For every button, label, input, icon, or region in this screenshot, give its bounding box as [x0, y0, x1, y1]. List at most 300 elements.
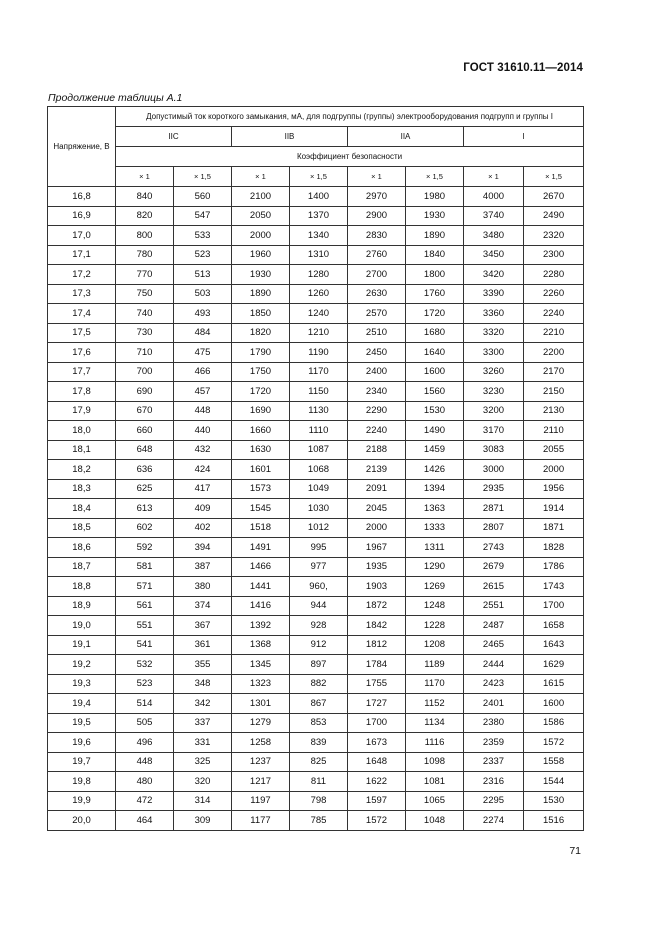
voltage-cell: 19,6 — [48, 733, 116, 753]
table-row — [48, 713, 584, 733]
current-cell: 1960 — [232, 245, 290, 265]
current-cell: 374 — [174, 596, 232, 616]
current-cell: 648 — [116, 440, 174, 460]
current-cell: 2295 — [464, 791, 524, 811]
table-row — [48, 245, 584, 265]
current-cell: 1491 — [232, 538, 290, 558]
voltage-cell: 18,9 — [48, 596, 116, 616]
current-cell: 2401 — [464, 694, 524, 714]
current-cell: 2290 — [348, 401, 406, 421]
current-cell: 4000 — [464, 187, 524, 207]
current-cell: 561 — [116, 596, 174, 616]
safety-factor-header: Коэффициент безопасности — [116, 147, 584, 167]
current-cell: 1930 — [232, 265, 290, 285]
table-row — [48, 323, 584, 343]
current-cell: 1130 — [290, 401, 348, 421]
current-cell: 785 — [290, 811, 348, 831]
voltage-cell: 18,3 — [48, 479, 116, 499]
table-row — [48, 460, 584, 480]
table-row — [48, 694, 584, 714]
current-cell: 325 — [174, 752, 232, 772]
current-cell: 1720 — [232, 382, 290, 402]
current-cell: 1600 — [406, 362, 464, 382]
current-cell: 1903 — [348, 577, 406, 597]
voltage-cell: 20,0 — [48, 811, 116, 831]
current-cell: 1842 — [348, 616, 406, 636]
current-cell: 1012 — [290, 518, 348, 538]
current-cell: 361 — [174, 635, 232, 655]
current-cell: 1368 — [232, 635, 290, 655]
voltage-cell: 18,5 — [48, 518, 116, 538]
current-cell: 660 — [116, 421, 174, 441]
current-cell: 700 — [116, 362, 174, 382]
group-header-iib: IIB — [232, 127, 348, 147]
current-cell: 1116 — [406, 733, 464, 753]
table-row — [48, 187, 584, 207]
table-row — [48, 421, 584, 441]
current-cell: 513 — [174, 265, 232, 285]
current-cell: 1269 — [406, 577, 464, 597]
table-row — [48, 362, 584, 382]
current-cell: 532 — [116, 655, 174, 675]
current-cell: 730 — [116, 323, 174, 343]
factor-cell: × 1 — [116, 167, 174, 187]
table-body — [48, 187, 584, 831]
current-cell: 394 — [174, 538, 232, 558]
factor-cell: × 1,5 — [406, 167, 464, 187]
current-cell: 2510 — [348, 323, 406, 343]
current-cell: 1700 — [348, 713, 406, 733]
current-cell: 2490 — [524, 206, 584, 226]
current-cell: 1890 — [232, 284, 290, 304]
current-cell: 1311 — [406, 538, 464, 558]
current-cell: 1530 — [524, 791, 584, 811]
current-cell: 1530 — [406, 401, 464, 421]
voltage-cell: 17,3 — [48, 284, 116, 304]
current-cell: 1545 — [232, 499, 290, 519]
current-cell: 1459 — [406, 440, 464, 460]
current-cell: 1914 — [524, 499, 584, 519]
current-cell: 475 — [174, 343, 232, 363]
current-cell: 1743 — [524, 577, 584, 597]
current-cell: 1572 — [348, 811, 406, 831]
factor-cell: × 1,5 — [524, 167, 584, 187]
current-cell: 2280 — [524, 265, 584, 285]
table-row — [48, 752, 584, 772]
table-row — [48, 596, 584, 616]
current-cell: 367 — [174, 616, 232, 636]
current-cell: 1466 — [232, 557, 290, 577]
current-cell: 1560 — [406, 382, 464, 402]
voltage-cell: 17,8 — [48, 382, 116, 402]
current-cell: 1400 — [290, 187, 348, 207]
voltage-cell: 18,6 — [48, 538, 116, 558]
current-cell: 1615 — [524, 674, 584, 694]
voltage-cell: 17,4 — [48, 304, 116, 324]
current-cell: 2400 — [348, 362, 406, 382]
table-row — [48, 382, 584, 402]
current-cell: 1643 — [524, 635, 584, 655]
current-cell: 547 — [174, 206, 232, 226]
voltage-cell: 16,9 — [48, 206, 116, 226]
voltage-cell: 19,2 — [48, 655, 116, 675]
current-cell: 2000 — [348, 518, 406, 538]
table-row — [48, 499, 584, 519]
current-cell: 424 — [174, 460, 232, 480]
current-cell: 2188 — [348, 440, 406, 460]
current-cell: 995 — [290, 538, 348, 558]
voltage-cell: 18,0 — [48, 421, 116, 441]
current-cell: 1755 — [348, 674, 406, 694]
current-cell: 355 — [174, 655, 232, 675]
current-cell: 613 — [116, 499, 174, 519]
current-cell: 1700 — [524, 596, 584, 616]
current-cell: 2444 — [464, 655, 524, 675]
current-cell: 1248 — [406, 596, 464, 616]
table-row — [48, 538, 584, 558]
table-row — [48, 772, 584, 792]
voltage-cell: 19,1 — [48, 635, 116, 655]
current-cell: 1049 — [290, 479, 348, 499]
current-cell: 1790 — [232, 343, 290, 363]
current-cell: 2100 — [232, 187, 290, 207]
current-cell: 853 — [290, 713, 348, 733]
current-cell: 1260 — [290, 284, 348, 304]
current-cell: 1345 — [232, 655, 290, 675]
current-cell: 2423 — [464, 674, 524, 694]
current-cell: 505 — [116, 713, 174, 733]
table-row — [48, 577, 584, 597]
current-cell: 2139 — [348, 460, 406, 480]
current-cell: 820 — [116, 206, 174, 226]
current-cell: 466 — [174, 362, 232, 382]
current-cell: 2000 — [524, 460, 584, 480]
table-row — [48, 304, 584, 324]
current-cell: 1786 — [524, 557, 584, 577]
current-cell: 314 — [174, 791, 232, 811]
current-cell: 1394 — [406, 479, 464, 499]
voltage-cell: 19,3 — [48, 674, 116, 694]
current-cell: 1087 — [290, 440, 348, 460]
table-row — [48, 518, 584, 538]
current-cell: 2055 — [524, 440, 584, 460]
table-row — [48, 616, 584, 636]
current-cell: 417 — [174, 479, 232, 499]
current-cell: 1600 — [524, 694, 584, 714]
current-cell: 1518 — [232, 518, 290, 538]
current-cell: 1629 — [524, 655, 584, 675]
current-cell: 960, — [290, 577, 348, 597]
current-cell: 581 — [116, 557, 174, 577]
current-cell: 912 — [290, 635, 348, 655]
current-cell: 1640 — [406, 343, 464, 363]
current-cell: 3200 — [464, 401, 524, 421]
current-cell: 1967 — [348, 538, 406, 558]
voltage-cell: 17,2 — [48, 265, 116, 285]
current-cell: 1673 — [348, 733, 406, 753]
current-cell: 1208 — [406, 635, 464, 655]
current-cell: 3170 — [464, 421, 524, 441]
current-cell: 1110 — [290, 421, 348, 441]
current-cell: 1727 — [348, 694, 406, 714]
current-cell: 440 — [174, 421, 232, 441]
table-row — [48, 206, 584, 226]
current-cell: 1872 — [348, 596, 406, 616]
current-cell: 1177 — [232, 811, 290, 831]
current-cell: 1392 — [232, 616, 290, 636]
group-header-iic: IIC — [116, 127, 232, 147]
current-cell: 503 — [174, 284, 232, 304]
current-cell: 2700 — [348, 265, 406, 285]
current-cell: 1544 — [524, 772, 584, 792]
current-cell: 1217 — [232, 772, 290, 792]
current-cell: 2935 — [464, 479, 524, 499]
current-cell: 1828 — [524, 538, 584, 558]
current-cell: 3360 — [464, 304, 524, 324]
current-cell: 1720 — [406, 304, 464, 324]
current-cell: 3480 — [464, 226, 524, 246]
current-cell: 3260 — [464, 362, 524, 382]
current-cell: 1630 — [232, 440, 290, 460]
factor-row — [48, 167, 584, 187]
current-cell: 3390 — [464, 284, 524, 304]
table-row — [48, 791, 584, 811]
voltage-cell: 16,8 — [48, 187, 116, 207]
page-number: 71 — [569, 845, 581, 857]
table-row — [48, 226, 584, 246]
current-cell: 1340 — [290, 226, 348, 246]
current-cell: 448 — [116, 752, 174, 772]
current-cell: 867 — [290, 694, 348, 714]
current-cell: 1956 — [524, 479, 584, 499]
voltage-cell: 18,8 — [48, 577, 116, 597]
current-cell: 1812 — [348, 635, 406, 655]
current-cell: 1558 — [524, 752, 584, 772]
current-cell: 2900 — [348, 206, 406, 226]
current-cell: 1648 — [348, 752, 406, 772]
factor-cell: × 1 — [464, 167, 524, 187]
group-header-iia: IIA — [348, 127, 464, 147]
current-cell: 825 — [290, 752, 348, 772]
voltage-cell: 17,1 — [48, 245, 116, 265]
current-cell: 3000 — [464, 460, 524, 480]
current-cell: 1333 — [406, 518, 464, 538]
current-cell: 1240 — [290, 304, 348, 324]
current-cell: 897 — [290, 655, 348, 675]
current-cell: 337 — [174, 713, 232, 733]
current-cell: 2300 — [524, 245, 584, 265]
voltage-cell: 18,1 — [48, 440, 116, 460]
current-cell: 1170 — [290, 362, 348, 382]
current-cell: 1660 — [232, 421, 290, 441]
voltage-cell: 17,0 — [48, 226, 116, 246]
current-cell: 1030 — [290, 499, 348, 519]
current-cell: 409 — [174, 499, 232, 519]
current-cell: 2240 — [524, 304, 584, 324]
current-cell: 480 — [116, 772, 174, 792]
current-cell: 2630 — [348, 284, 406, 304]
current-cell: 1680 — [406, 323, 464, 343]
current-cell: 1840 — [406, 245, 464, 265]
current-cell: 551 — [116, 616, 174, 636]
current-cell: 3083 — [464, 440, 524, 460]
current-cell: 1658 — [524, 616, 584, 636]
current-cell: 2000 — [232, 226, 290, 246]
current-cell: 2551 — [464, 596, 524, 616]
current-cell: 2110 — [524, 421, 584, 441]
current-cell: 670 — [116, 401, 174, 421]
table-caption: Продолжение таблицы А.1 — [48, 92, 183, 104]
current-cell: 1573 — [232, 479, 290, 499]
current-cell: 839 — [290, 733, 348, 753]
current-cell: 1586 — [524, 713, 584, 733]
current-cell: 1048 — [406, 811, 464, 831]
current-cell: 523 — [174, 245, 232, 265]
current-cell: 1210 — [290, 323, 348, 343]
current-cell: 1516 — [524, 811, 584, 831]
current-cell: 811 — [290, 772, 348, 792]
current-cell: 2240 — [348, 421, 406, 441]
current-cell: 1065 — [406, 791, 464, 811]
current-cell: 1152 — [406, 694, 464, 714]
voltage-header: Напряжение, В — [48, 107, 116, 187]
current-cell: 1098 — [406, 752, 464, 772]
current-cell: 2807 — [464, 518, 524, 538]
group-header-i: I — [464, 127, 584, 147]
current-cell: 2570 — [348, 304, 406, 324]
table-row — [48, 401, 584, 421]
current-cell: 432 — [174, 440, 232, 460]
current-cell: 1310 — [290, 245, 348, 265]
table-row — [48, 479, 584, 499]
table-row — [48, 674, 584, 694]
voltage-cell: 17,7 — [48, 362, 116, 382]
current-cell: 2380 — [464, 713, 524, 733]
current-cell: 780 — [116, 245, 174, 265]
current-cell: 496 — [116, 733, 174, 753]
current-cell: 3450 — [464, 245, 524, 265]
current-cell: 1258 — [232, 733, 290, 753]
table-row — [48, 265, 584, 285]
current-cell: 1416 — [232, 596, 290, 616]
current-cell: 1760 — [406, 284, 464, 304]
current-cell: 1490 — [406, 421, 464, 441]
current-cell: 2091 — [348, 479, 406, 499]
table-row — [48, 440, 584, 460]
current-cell: 1572 — [524, 733, 584, 753]
table-row — [48, 557, 584, 577]
current-cell: 380 — [174, 577, 232, 597]
current-cell: 1228 — [406, 616, 464, 636]
current-cell: 1622 — [348, 772, 406, 792]
voltage-cell: 17,5 — [48, 323, 116, 343]
current-cell: 1690 — [232, 401, 290, 421]
standard-code: ГОСТ 31610.11—2014 — [463, 62, 583, 74]
current-cell: 457 — [174, 382, 232, 402]
voltage-cell: 19,5 — [48, 713, 116, 733]
current-cell: 1597 — [348, 791, 406, 811]
current-cell: 2050 — [232, 206, 290, 226]
factor-cell: × 1 — [348, 167, 406, 187]
voltage-cell: 17,6 — [48, 343, 116, 363]
current-cell: 514 — [116, 694, 174, 714]
current-cell: 342 — [174, 694, 232, 714]
current-cell: 1820 — [232, 323, 290, 343]
current-cell: 571 — [116, 577, 174, 597]
current-cell: 750 — [116, 284, 174, 304]
current-cell: 2200 — [524, 343, 584, 363]
current-cell: 2260 — [524, 284, 584, 304]
current-cell: 1930 — [406, 206, 464, 226]
current-cell: 402 — [174, 518, 232, 538]
current-cell: 1134 — [406, 713, 464, 733]
current-cell: 1068 — [290, 460, 348, 480]
current-cell: 2679 — [464, 557, 524, 577]
current-cell: 320 — [174, 772, 232, 792]
voltage-cell: 17,9 — [48, 401, 116, 421]
current-cell: 1871 — [524, 518, 584, 538]
current-cell: 493 — [174, 304, 232, 324]
current-cell: 2210 — [524, 323, 584, 343]
table-row — [48, 655, 584, 675]
current-cell: 625 — [116, 479, 174, 499]
current-cell: 882 — [290, 674, 348, 694]
voltage-cell: 19,8 — [48, 772, 116, 792]
current-cell: 1290 — [406, 557, 464, 577]
current-cell: 1197 — [232, 791, 290, 811]
current-cell: 1081 — [406, 772, 464, 792]
current-cell: 1890 — [406, 226, 464, 246]
current-cell: 541 — [116, 635, 174, 655]
current-cell: 1190 — [290, 343, 348, 363]
current-cell: 602 — [116, 518, 174, 538]
current-cell: 840 — [116, 187, 174, 207]
current-cell: 710 — [116, 343, 174, 363]
current-cell: 2274 — [464, 811, 524, 831]
current-cell: 1279 — [232, 713, 290, 733]
current-cell: 3740 — [464, 206, 524, 226]
current-cell: 3420 — [464, 265, 524, 285]
current-cell: 2465 — [464, 635, 524, 655]
factor-cell: × 1,5 — [174, 167, 232, 187]
voltage-cell: 19,4 — [48, 694, 116, 714]
current-cell: 1441 — [232, 577, 290, 597]
current-cell: 2830 — [348, 226, 406, 246]
current-cell: 2170 — [524, 362, 584, 382]
current-cell: 3230 — [464, 382, 524, 402]
current-cell: 1280 — [290, 265, 348, 285]
table-row — [48, 733, 584, 753]
current-cell: 484 — [174, 323, 232, 343]
current-cell: 2150 — [524, 382, 584, 402]
current-cell: 1363 — [406, 499, 464, 519]
current-cell: 348 — [174, 674, 232, 694]
current-cell: 3300 — [464, 343, 524, 363]
current-cell: 2340 — [348, 382, 406, 402]
current-cell: 770 — [116, 265, 174, 285]
voltage-cell: 19,9 — [48, 791, 116, 811]
current-cell: 740 — [116, 304, 174, 324]
voltage-cell: 18,4 — [48, 499, 116, 519]
current-cell: 2320 — [524, 226, 584, 246]
current-cell: 2760 — [348, 245, 406, 265]
current-cell: 800 — [116, 226, 174, 246]
current-cell: 2337 — [464, 752, 524, 772]
current-cell: 977 — [290, 557, 348, 577]
table-row — [48, 284, 584, 304]
current-cell: 1601 — [232, 460, 290, 480]
table-row — [48, 343, 584, 363]
